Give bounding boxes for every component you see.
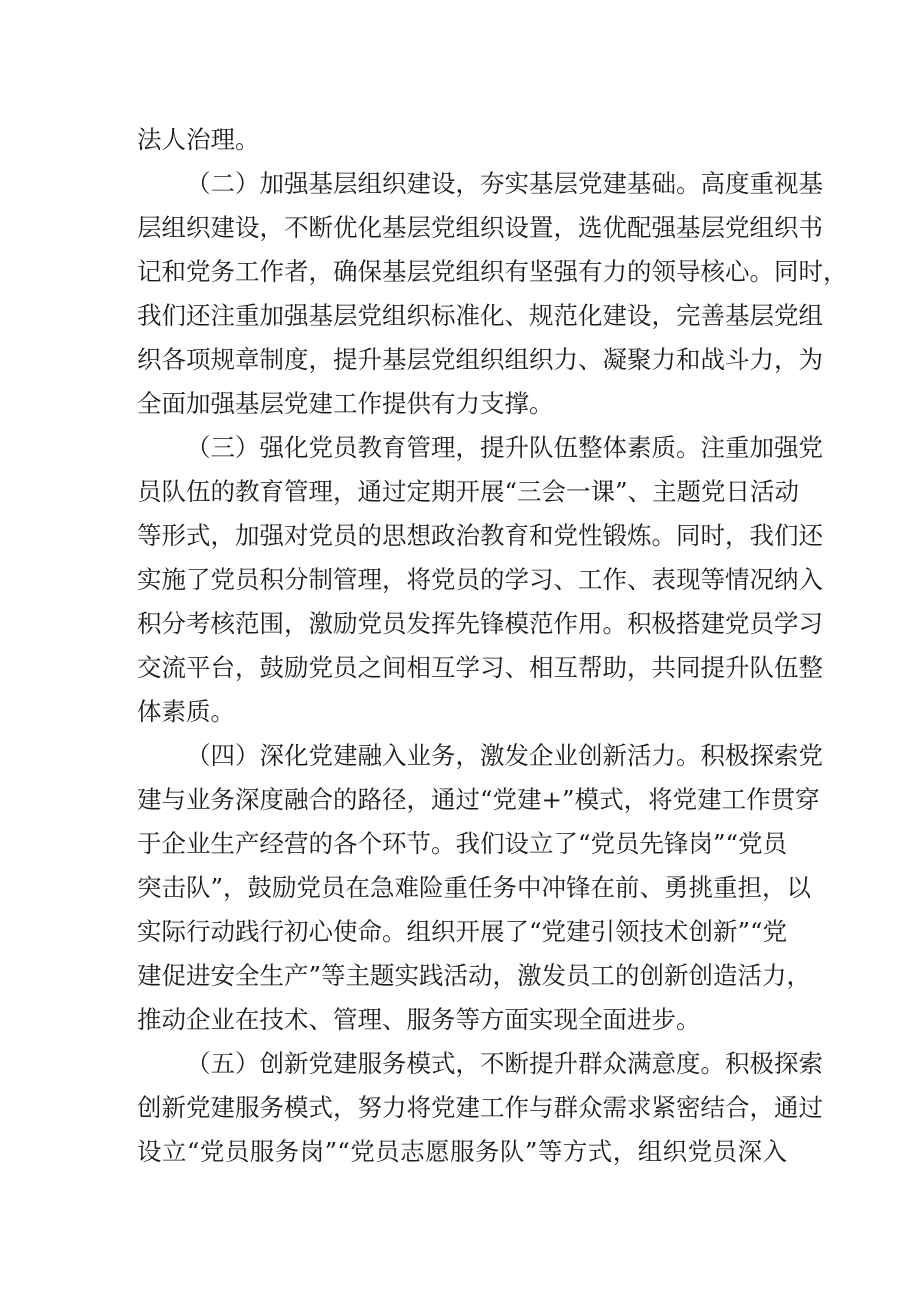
text-line: 员队伍的教育管理，通过定期开展“三会一课”、主题党日活动 — [137, 477, 800, 506]
section-heading-line: （四）深化党建融入业务，激发企业创新活力。积极探索党 — [186, 741, 823, 770]
text-line: 创新党建服务模式，努力将党建工作与群众需求紧密结合，通过 — [137, 1093, 823, 1122]
text-line: 我们还注重加强基层党组织标准化、规范化建设，完善基层党组 — [137, 301, 823, 330]
text-line: 推动企业在技术、管理、服务等方面实现全面进步。 — [137, 1005, 701, 1034]
text-line: 全面加强基层党建工作提供有力支撑。 — [137, 389, 554, 418]
text-line: 建促进安全生产”等主题实践活动，激发员工的创新创造活力， — [137, 961, 812, 990]
section-heading-line: （三）强化党员教育管理，提升队伍整体素质。注重加强党 — [186, 433, 823, 462]
text-line: 突击队”，鼓励党员在急难险重任务中冲锋在前、勇挑重担，以 — [137, 873, 812, 902]
text-line: 等形式，加强对党员的思想政治教育和党性锻炼。同时，我们还 — [137, 521, 823, 550]
text-line: 建与业务深度融合的路径，通过“党建+”模式，将党建工作贯穿 — [137, 785, 820, 814]
text-line: 织各项规章制度，提升基层党组织组织力、凝聚力和战斗力，为 — [137, 345, 823, 374]
text-line: 实际行动践行初心使命。组织开展了“党建引领技术创新”“党 — [137, 917, 788, 946]
text-line: 设立“党员服务岗”“党员志愿服务队”等方式，组织党员深入 — [137, 1137, 787, 1166]
text-line: 实施了党员积分制管理，将党员的学习、工作、表现等情况纳入 — [137, 565, 823, 594]
text-line: 记和党务工作者，确保基层党组织有坚强有力的领导核心。同时， — [137, 257, 848, 286]
section-heading-line: （五）创新党建服务模式，不断提升群众满意度。积极探索 — [186, 1049, 823, 1078]
section-heading-line: （二）加强基层组织建设，夯实基层党建基础。高度重视基 — [186, 169, 823, 198]
text-line: 层组织建设，不断优化基层党组织设置，选优配强基层党组织书 — [137, 213, 823, 242]
text-line: 于企业生产经营的各个环节。我们设立了“党员先锋岗”“党员 — [137, 829, 788, 858]
text-line: 交流平台，鼓励党员之间相互学习、相互帮助，共同提升队伍整 — [137, 653, 823, 682]
text-line: 法人治理。 — [137, 125, 260, 154]
text-line: 积分考核范围，激励党员发挥先锋模范作用。积极搭建党员学习 — [137, 609, 823, 638]
text-line: 体素质。 — [137, 697, 235, 726]
